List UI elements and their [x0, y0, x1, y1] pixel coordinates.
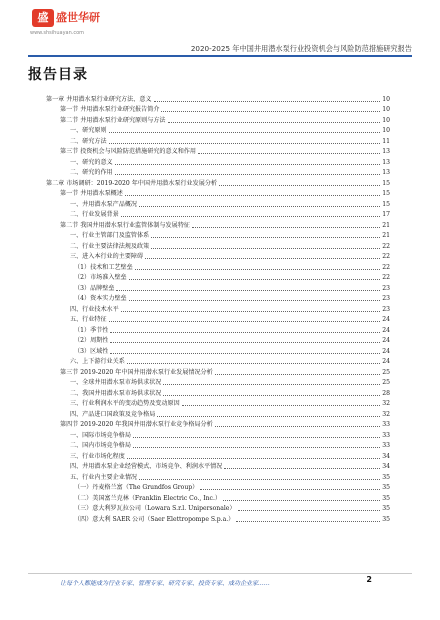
footer-tagline: 让每个人都能成为行业专家、管理专家、研究专家、投资专家、成功企业家…… — [60, 580, 271, 587]
toc-leader-dots — [163, 395, 380, 396]
toc-entry-label: 第四节 2019-2020 年我国井用潜水泵行业竞争格局分析 — [60, 421, 213, 428]
toc-leader-dots — [182, 405, 381, 406]
toc-leader-dots — [161, 111, 380, 112]
toc-entry-label: 第二章 市场调研：2019-2020 年中国井用潜水泵行业发展分析 — [46, 179, 218, 187]
toc-entry-page: 13 — [382, 148, 390, 155]
toc-entry-label: 三、进入本行业的主要障碍 — [70, 253, 144, 260]
toc-leader-dots — [198, 153, 380, 154]
toc-leader-dots — [129, 279, 381, 280]
toc-leader-dots — [109, 143, 381, 144]
toc-entry-label: （1）技术和工艺壁垒 — [74, 263, 133, 271]
toc-entry-page: 33 — [382, 421, 390, 428]
toc-entry[interactable] — [46, 408, 390, 419]
toc-entry-label: 二、研究方法 — [70, 137, 107, 145]
header-divider — [28, 55, 412, 57]
toc-entry[interactable] — [46, 503, 390, 514]
toc-entry-label: 第三节 投资机会与风险防范措施研究的意义和作用 — [60, 148, 196, 155]
toc-entry-label: （四）意大利 SAER 公司（Saer Elettropompe S.p.a.） — [74, 515, 235, 523]
toc-entry-page: 17 — [382, 211, 390, 218]
toc-entry-page: 23 — [382, 305, 390, 313]
toc-entry-label: 一、行业主管部门及监管体系 — [70, 232, 150, 239]
toc-entry[interactable] — [46, 240, 390, 251]
report-title: 2020-2025 年中国井用潜水泵行业投资机会与风险防范措施研究报告 — [190, 44, 412, 53]
toc-entry-page: 22 — [382, 263, 390, 271]
toc-entry[interactable] — [46, 461, 390, 472]
toc-entry-label: 二、研究的作用 — [70, 169, 113, 176]
toc-entry[interactable] — [46, 146, 390, 157]
toc-entry-page: 35 — [382, 484, 390, 491]
toc-leader-dots — [139, 206, 380, 207]
toc-entry-page: 24 — [382, 358, 390, 365]
toc-entry-label: （1）季节性 — [74, 326, 109, 334]
toc-entry-page: 15 — [382, 200, 390, 208]
toc-entry[interactable] — [46, 440, 390, 451]
toc-entry-label: 五、行业内主要企业情况 — [70, 473, 138, 481]
toc-entry-page: 35 — [382, 505, 390, 512]
toc-entry-label: 一、研究原则 — [70, 127, 107, 134]
toc-leader-dots — [116, 290, 380, 291]
toc-entry-page: 28 — [382, 389, 390, 397]
toc-leader-dots — [127, 363, 380, 364]
toc-entry-page: 24 — [382, 347, 390, 355]
toc-entry[interactable] — [46, 429, 390, 440]
toc-entry-page: 32 — [382, 400, 390, 407]
toc-leader-dots — [139, 479, 380, 480]
toc-entry-label: 四、行业技术水平 — [70, 305, 119, 313]
toc-entry-label: 二、我国井用潜水泵市场供求状况 — [70, 389, 162, 397]
toc-entry-label: （三）意大利罗瓦拉公司（Lowara S.r.l. Unipersonale） — [74, 505, 236, 512]
footer-divider — [28, 573, 412, 574]
page-heading: 报告目录 — [28, 67, 88, 83]
toc-entry-page: 10 — [382, 95, 390, 103]
toc-entry-label: （4）资本实力壁垒 — [74, 295, 127, 302]
toc-entry[interactable] — [46, 450, 390, 461]
toc-entry-label: 五、行业特征 — [70, 316, 107, 323]
toc-entry-label: 一、全球井用潜水泵市场供求状况 — [70, 379, 162, 386]
toc-entry-page: 13 — [382, 169, 390, 176]
toc-leader-dots — [238, 510, 381, 511]
page-number: 2 — [366, 575, 372, 584]
toc-entry-page: 10 — [382, 106, 390, 113]
toc-entry[interactable] — [46, 177, 390, 188]
toc-entry-page: 35 — [382, 473, 390, 481]
toc-entry-label: （二）美国富兰克林（Franklin Electric Co., Inc.） — [74, 494, 221, 502]
toc-entry-page: 21 — [382, 232, 390, 239]
toc-entry[interactable] — [46, 303, 390, 314]
toc-entry[interactable] — [46, 324, 390, 335]
logo-name: 盛世华研 — [56, 11, 100, 24]
toc-entry-label: 第二节 井用潜水泵行业研究原则与方法 — [60, 116, 166, 124]
toc-entry[interactable] — [46, 167, 390, 178]
toc-entry-label: 六、上下游行业关系 — [70, 358, 125, 365]
toc-leader-dots — [133, 437, 380, 438]
toc-entry-label: （2）周期性 — [74, 337, 109, 344]
toc-entry-label: 三、行业市场化程度 — [70, 452, 125, 460]
toc-entry-page: 33 — [382, 431, 390, 439]
toc-leader-dots — [157, 416, 380, 417]
logo-url: www.shsihuayan.com — [30, 30, 85, 36]
toc-entry-label: 二、行业发展背景 — [70, 211, 119, 218]
toc-entry-label: （3）区域性 — [74, 347, 109, 355]
toc-leader-dots — [109, 132, 381, 133]
toc-entry-label: （一）丹麦格兰富（The Grundfos Group） — [74, 484, 199, 491]
toc-entry-label: （2）市场准入壁垒 — [74, 274, 127, 281]
toc-leader-dots — [223, 500, 380, 501]
toc-entry-label: 二、国内市场竞争格局 — [70, 442, 131, 449]
toc-entry-page: 10 — [382, 127, 390, 134]
toc-leader-dots — [163, 384, 380, 385]
toc-entry-page: 13 — [382, 158, 390, 166]
toc-entry-page: 23 — [382, 284, 390, 292]
toc-entry-page: 34 — [382, 463, 390, 470]
toc-entry[interactable] — [46, 198, 390, 209]
toc-leader-dots — [129, 300, 381, 301]
toc-entry-page: 35 — [382, 515, 390, 523]
toc-entry[interactable] — [46, 125, 390, 136]
toc-entry-page: 15 — [382, 190, 390, 197]
toc-entry-page: 34 — [382, 452, 390, 460]
toc-entry-page: 33 — [382, 442, 390, 449]
toc-leader-dots — [125, 195, 380, 196]
toc-leader-dots — [219, 185, 380, 186]
toc-leader-dots — [215, 426, 381, 427]
toc-entry[interactable] — [46, 314, 390, 325]
toc-entry-page: 24 — [382, 316, 390, 323]
toc-entry-label: 二、行业主要法律法规及政策 — [70, 242, 150, 250]
toc-leader-dots — [145, 258, 380, 259]
toc-entry-page: 32 — [382, 410, 390, 418]
toc-entry[interactable] — [46, 356, 390, 367]
toc-entry[interactable] — [46, 251, 390, 262]
toc-leader-dots — [121, 311, 380, 312]
toc-entry[interactable] — [46, 209, 390, 220]
toc-entry[interactable] — [46, 93, 390, 104]
toc-entry-page: 25 — [382, 368, 390, 376]
toc-entry-label: 第一节 井用潜水泵行业研究报告简介 — [60, 106, 160, 113]
toc-entry-page: 23 — [382, 295, 390, 302]
toc-leader-dots — [151, 248, 380, 249]
toc-entry[interactable] — [46, 188, 390, 199]
toc-leader-dots — [154, 101, 381, 102]
toc-entry[interactable] — [46, 335, 390, 346]
toc-leader-dots — [110, 332, 380, 333]
toc-entry-page: 24 — [382, 326, 390, 334]
toc-entry[interactable] — [46, 366, 390, 377]
toc-entry[interactable] — [46, 156, 390, 167]
toc-entry-page: 11 — [382, 137, 390, 145]
toc-entry[interactable] — [46, 219, 390, 230]
toc-entry[interactable] — [46, 513, 390, 524]
toc-leader-dots — [133, 447, 380, 448]
toc-entry[interactable] — [46, 230, 390, 241]
toc-leader-dots — [127, 458, 380, 459]
toc-leader-dots — [135, 269, 381, 270]
toc-entry-label: 四、井用潜水泵企业经营模式、市场竞争、利润水平情况 — [70, 463, 223, 470]
toc-entry-label: （3）品牌壁垒 — [74, 284, 115, 292]
toc-entry-label: 第三节 2019-2020 年中国井用潜水泵行业发展情况分析 — [60, 368, 213, 376]
toc-entry-page: 15 — [382, 179, 390, 187]
toc-leader-dots — [115, 164, 381, 165]
toc-leader-dots — [236, 521, 380, 522]
toc-leader-dots — [200, 489, 380, 490]
toc-entry[interactable] — [46, 293, 390, 304]
toc-entry-label: 四、产品进口国政策及竞争格局 — [70, 410, 156, 418]
toc-entry-page: 25 — [382, 379, 390, 386]
toc-entry-label: 第一节 井用潜水泵概述 — [60, 190, 123, 197]
toc-leader-dots — [151, 237, 380, 238]
toc-entry[interactable] — [46, 135, 390, 146]
toc-leader-dots — [110, 353, 380, 354]
toc-entry-page: 22 — [382, 253, 390, 260]
toc-entry-label: 一、研究的意义 — [70, 158, 113, 166]
toc-entry-label: 第二节 我国井用潜水泵行业监管体制与发展特征 — [60, 221, 190, 229]
toc-entry[interactable] — [46, 492, 390, 503]
toc-entry-page: 35 — [382, 494, 390, 502]
toc-entry[interactable] — [46, 104, 390, 115]
toc-entry[interactable] — [46, 398, 390, 409]
logo-mark: 盛 — [32, 9, 54, 27]
toc-entry-page: 22 — [382, 274, 390, 281]
toc-leader-dots — [121, 216, 380, 217]
toc-leader-dots — [168, 122, 381, 123]
toc-leader-dots — [224, 468, 380, 469]
company-logo — [30, 7, 108, 45]
toc-entry[interactable] — [46, 272, 390, 283]
toc-leader-dots — [115, 174, 381, 175]
toc-leader-dots — [192, 227, 380, 228]
toc-entry-page: 10 — [382, 116, 390, 124]
table-of-contents — [46, 93, 390, 524]
toc-entry[interactable] — [46, 377, 390, 388]
toc-entry-page: 21 — [382, 221, 390, 229]
toc-entry[interactable] — [46, 114, 390, 125]
toc-entry-page: 22 — [382, 242, 390, 250]
toc-leader-dots — [110, 342, 380, 343]
toc-entry[interactable] — [46, 482, 390, 493]
toc-entry-label: 第一章 井用潜水泵行业研究方法、意义 — [46, 95, 152, 103]
toc-leader-dots — [215, 374, 381, 375]
toc-entry[interactable] — [46, 387, 390, 398]
toc-entry[interactable] — [46, 419, 390, 430]
toc-leader-dots — [109, 321, 381, 322]
toc-entry[interactable] — [46, 471, 390, 482]
toc-entry-label: 一、井用潜水泵产品概况 — [70, 200, 138, 208]
toc-entry[interactable] — [46, 345, 390, 356]
toc-entry[interactable] — [46, 282, 390, 293]
toc-entry[interactable] — [46, 261, 390, 272]
toc-entry-label: 一、国际市场竞争格局 — [70, 431, 131, 439]
toc-entry-label: 三、行业利润水平的变动趋势及变动原因 — [70, 400, 180, 407]
toc-entry-page: 24 — [382, 337, 390, 344]
